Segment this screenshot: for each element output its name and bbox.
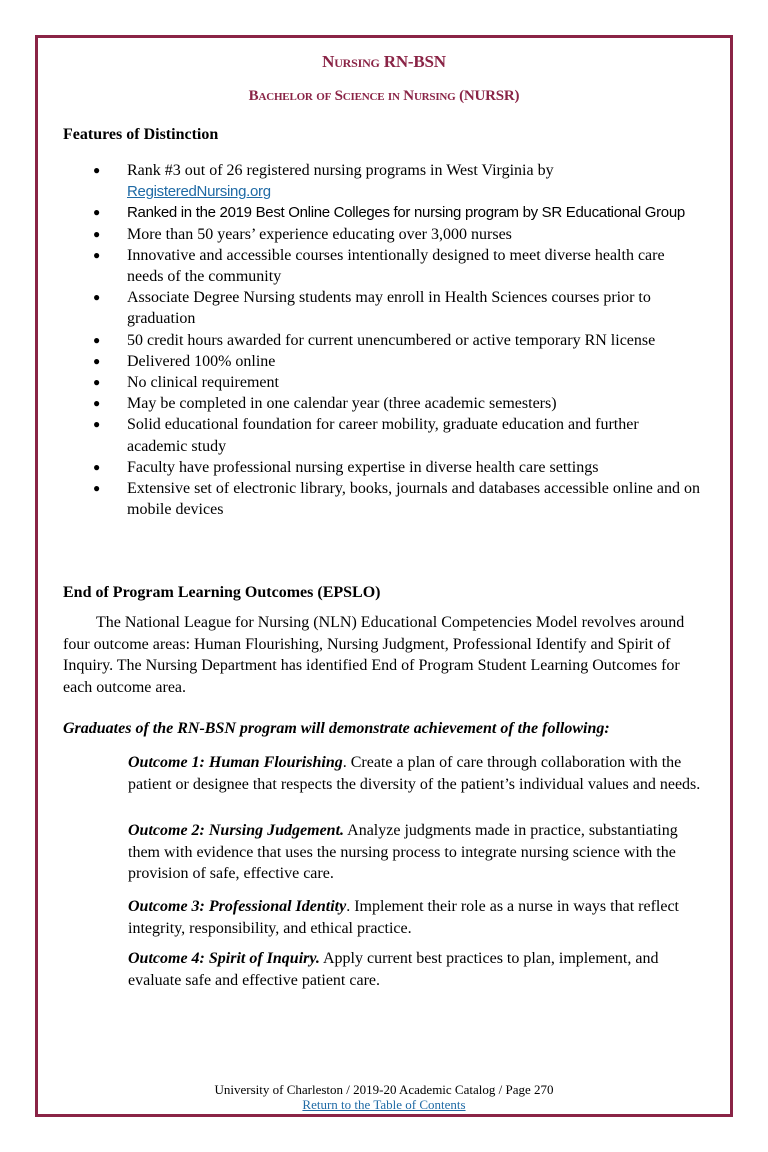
bullet-icon: ● xyxy=(93,163,101,177)
outcome-3 xyxy=(128,896,708,939)
outcome-label: Outcome 2: Nursing Judgement. xyxy=(128,822,345,839)
features-heading: Features of Distinction xyxy=(63,126,219,143)
list-item xyxy=(63,287,703,329)
bullet-icon: ● xyxy=(93,332,101,347)
table-of-contents-link[interactable]: Return to the Table of Contents xyxy=(302,1097,466,1112)
list-item-text: Innovative and accessible courses intentionally designed to meet diverse health care needs of the community xyxy=(127,246,665,286)
list-item xyxy=(63,393,703,414)
list-item-text: Solid educational foundation for career mobility, graduate education and further academic study xyxy=(127,416,639,455)
outcome-label: Outcome 1: Human Flourishing xyxy=(128,754,343,771)
epslo-heading: End of Program Learning Outcomes (EPSLO) xyxy=(63,584,381,601)
bullet-icon: ● xyxy=(93,353,101,368)
outcome-label: Outcome 4: Spirit of Inquiry. xyxy=(128,950,320,967)
bullet-icon: ● xyxy=(93,226,101,241)
list-item xyxy=(63,202,703,223)
bullet-icon: ● xyxy=(93,205,101,220)
list-item-text: Associate Degree Nursing students may enroll in Health Sciences courses prior to graduation xyxy=(127,289,651,328)
graduates-intro: Graduates of the RN-BSN program will demonstrate achievement of the following: xyxy=(63,720,610,737)
registered-nursing-link[interactable]: RegisteredNursing.org xyxy=(127,183,271,201)
bullet-icon: ● xyxy=(93,290,101,305)
list-item xyxy=(63,478,703,520)
list-item-text: Faculty have professional nursing expertise in diverse health care settings xyxy=(127,458,599,476)
list-item xyxy=(63,351,703,372)
list-item xyxy=(63,245,703,287)
page-title: Nursing RN-BSN xyxy=(322,52,446,71)
list-item-text: More than 50 years’ experience educating over 3,000 nurses xyxy=(127,225,512,243)
outcome-text: . Create a plan of care through collaboration with the patient or designee that respects the diversity of the patient’s individual values and needs. xyxy=(128,754,701,793)
features-list xyxy=(63,160,703,520)
bullet-icon: ● xyxy=(93,375,101,390)
outcome-4 xyxy=(128,948,708,991)
outcome-1 xyxy=(128,752,708,795)
list-item-text: Delivered 100% online xyxy=(127,352,276,370)
list-item xyxy=(63,457,703,478)
page-footer xyxy=(0,1082,768,1112)
outcome-label: Outcome 3: Professional Identity xyxy=(128,898,347,915)
list-item xyxy=(63,224,703,245)
outcome-text: . Implement their role as a nurse in ways that reflect integrity, responsibility, and ethical practice. xyxy=(128,898,679,937)
list-item-text: Ranked in the 2019 Best Online Colleges for nursing program by SR Educational Group xyxy=(127,204,685,222)
page-subtitle: Bachelor of Science in Nursing (NURSR) xyxy=(248,88,520,104)
list-item xyxy=(63,330,703,351)
list-item-text: Rank #3 out of 26 registered nursing programs in West Virginia by xyxy=(127,162,554,179)
list-item-text: 50 credit hours awarded for current unencumbered or active temporary RN license xyxy=(127,331,656,349)
list-item-text: No clinical requirement xyxy=(127,374,279,392)
outcome-text: Apply current best practices to plan, implement, and evaluate safe and effective patient care. xyxy=(128,950,659,989)
bullet-icon: ● xyxy=(93,417,101,432)
bullet-icon: ● xyxy=(93,481,101,496)
list-item xyxy=(63,372,703,393)
bullet-icon: ● xyxy=(93,247,101,262)
epslo-paragraph: The National League for Nursing (NLN) Educational Competencies Model revolves around four outcome areas: Human Flourishing, Nursing Judgment, Professional Identify and Spirit of Inquiry. The Nursing Department has identified End of Program Student Learning Outcomes for each outcome area. xyxy=(63,614,685,696)
outcome-2 xyxy=(128,820,708,885)
list-item-text: Extensive set of electronic library, books, journals and databases accessible online and on mobile devices xyxy=(127,480,700,519)
list-item xyxy=(63,160,703,202)
outcome-text: Analyze judgments made in practice, substantiating them with evidence that uses the nursing process to integrate nursing science with the provision of safe, effective care. xyxy=(128,822,678,882)
bullet-icon: ● xyxy=(93,459,101,474)
footer-catalog-line: University of Charleston / 2019-20 Academic Catalog / Page 270 xyxy=(214,1082,554,1097)
bullet-icon: ● xyxy=(93,396,101,411)
list-item-text: May be completed in one calendar year (three academic semesters) xyxy=(127,395,557,413)
list-item xyxy=(63,414,703,456)
